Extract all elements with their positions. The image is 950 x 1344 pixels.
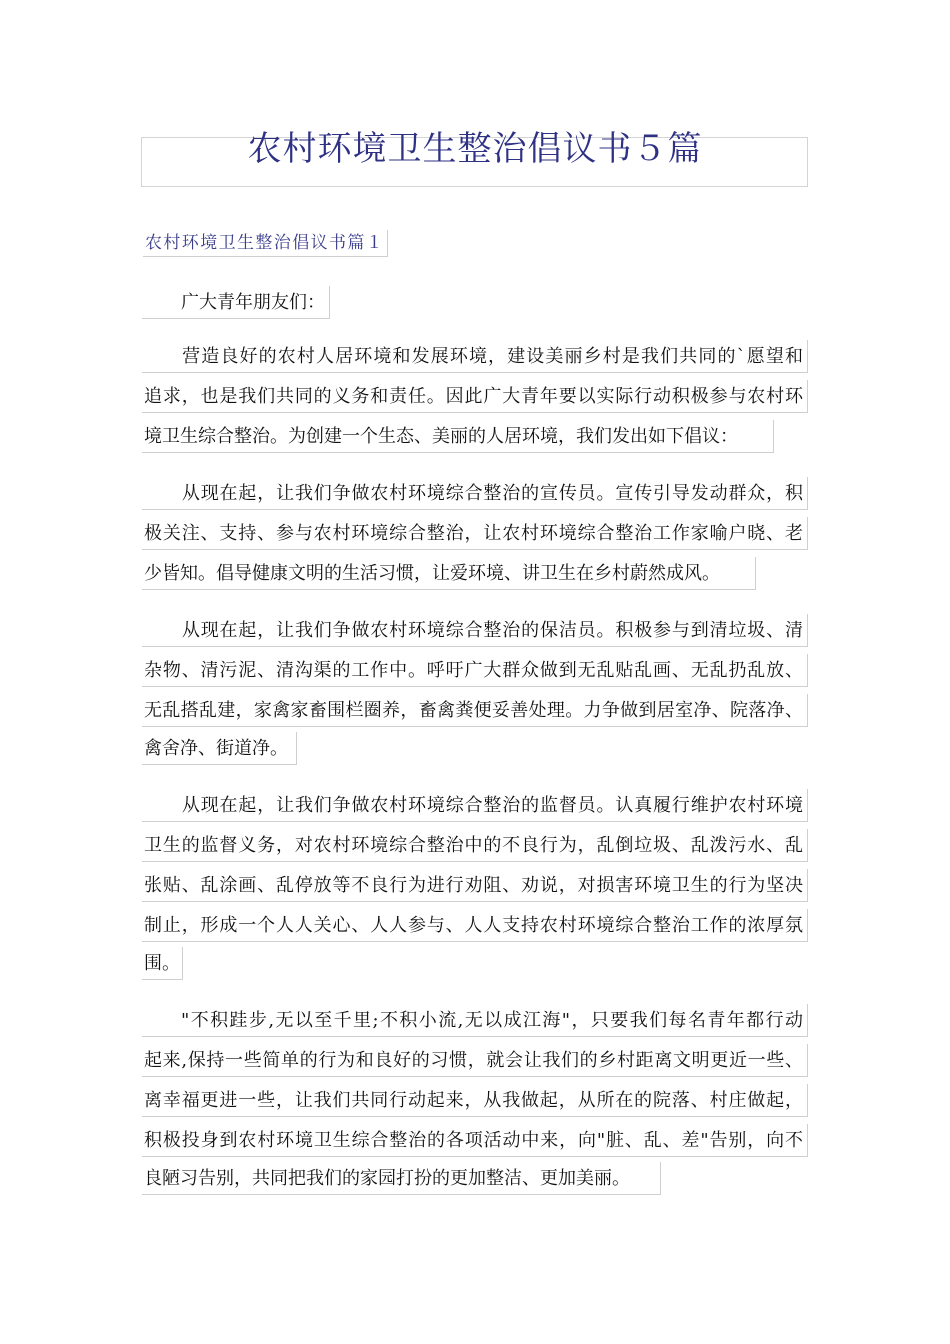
paragraph-1-line-2: 追求，也是我们共同的义务和责任。因此广大青年要以实际行动积极参与农村环 — [142, 380, 808, 413]
text: "不积跬步,无以至千里;不积小流,无以成江海"，只要我们每名青年都行动 — [181, 1010, 803, 1031]
page-title: 农村环境卫生整治倡议书５篇 — [247, 129, 703, 169]
paragraph-2-line-2: 极关注、支持、参与农村环境综合整治，让农村环境综合整治工作家喻户晓、老 — [142, 517, 808, 550]
paragraph-5-line-3: 离幸福更进一些，让我们共同行动起来，从我做起，从所在的院落、村庄做起， — [142, 1084, 808, 1117]
paragraph-3-line-1 — [142, 614, 808, 647]
text: 从现在起，让我们争做农村环境综合整治的监督员。认真履行维护农村环境 — [181, 795, 803, 816]
paragraph-1-line-3: 境卫生综合整治。为创建一个生态、美丽的人居环境，我们发出如下倡议： — [142, 420, 774, 453]
paragraph-4-line-2: 卫生的监督义务，对农村环境综合整治中的不良行为，乱倒垃圾、乱泼污水、乱 — [142, 829, 808, 862]
paragraph-5-line-1 — [142, 1004, 808, 1037]
paragraph-1-line-1 — [142, 340, 808, 373]
paragraph-2-line-1 — [142, 477, 808, 510]
section-heading: 农村环境卫生整治倡议书篇１ — [143, 230, 388, 257]
paragraph-4-line-5: 围。 — [142, 947, 183, 980]
greeting-line — [142, 286, 330, 319]
text: 从现在起，让我们争做农村环境综合整治的保洁员。积极参与到清垃圾、清 — [181, 620, 803, 641]
greeting: 广大青年朋友们： — [181, 292, 325, 313]
paragraph-4-line-3: 张贴、乱涂画、乱停放等不良行为进行劝阻、劝说，对损害环境卫生的行为坚决 — [142, 869, 808, 902]
paragraph-3-line-4: 禽舍净、街道净。 — [142, 732, 297, 765]
paragraph-5-line-5: 良陋习告别，共同把我们的家园打扮的更加整洁、更加美丽。 — [142, 1162, 661, 1195]
paragraph-2-line-3: 少皆知。倡导健康文明的生活习惯，让爱环境、讲卫生在乡村蔚然成风。 — [142, 557, 756, 590]
paragraph-4-line-4: 制止，形成一个人人关心、人人参与、人人支持农村环境综合整治工作的浓厚氛 — [142, 909, 808, 942]
text: 从现在起，让我们争做农村环境综合整治的宣传员。宣传引导发动群众，积 — [181, 483, 803, 504]
paragraph-3-line-3: 无乱搭乱建，家禽家畜围栏圈养，畜禽粪便妥善处理。力争做到居室净、院落净、 — [142, 694, 808, 727]
text: 营造良好的农村人居环境和发展环境，建设美丽乡村是我们共同的`愿望和 — [181, 346, 803, 367]
paragraph-3-line-2: 杂物、清污泥、清沟渠的工作中。呼吁广大群众做到无乱贴乱画、无乱扔乱放、 — [142, 654, 808, 687]
paragraph-5-line-2: 起来,保持一些简单的行为和良好的习惯，就会让我们的乡村距离文明更近一些、 — [142, 1044, 808, 1077]
paragraph-5-line-4: 积极投身到农村环境卫生综合整治的各项活动中来，向"脏、乱、差"告别，向不 — [142, 1124, 808, 1157]
paragraph-4-line-1 — [142, 789, 808, 822]
